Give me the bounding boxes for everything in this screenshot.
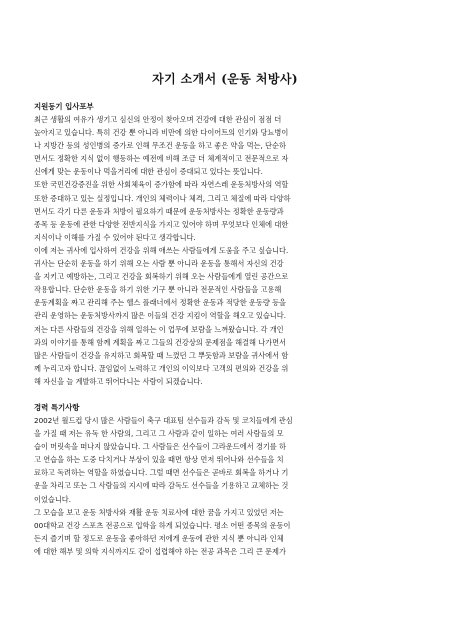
text-line: 든지 즐기며 할 정도로 운동을 좋아하던 저에게 운동에 관한 지식 뿐 아니라 인체 bbox=[34, 533, 284, 543]
text-line: 이에 저는 귀사에 입사하여 건강을 위해 애쓰는 사람들에게 도움을 주고 싶습니다. bbox=[34, 245, 289, 255]
text-line: 2002년 월드컵 당시 많은 사람들이 축구 대표팀 선수들과 감독 및 코치들에게 관심 bbox=[34, 415, 293, 425]
section-gap bbox=[34, 388, 424, 401]
text-line: 을 가질 때 저는 유독 한 사람의, 그리고 그 사람과 같이 일하는 여러 사람들의 모 bbox=[34, 429, 284, 439]
text-line: 많은 사람들이 건강을 유지하고 회복할 때 느꼈던 그 뿌듯함과 보람을 귀사에서 함 bbox=[34, 350, 289, 360]
text-line: 고 연습을 하는 도중 다치거나 부상이 있을 때면 항상 먼저 뛰어나와 선수들을 치 bbox=[34, 455, 284, 465]
text-line: 저는 다른 사람들의 건강을 위해 일하는 이 업무에 보람을 느껴왔습니다. 각 개인 bbox=[34, 324, 284, 334]
text-line: 면서도 정확한 지식 없이 행동하는 예전에 비해 조금 더 체계적이고 전문적으로 자 bbox=[34, 154, 289, 164]
text-line: 관리 운영하는 운동처방사까지 많은 이들의 건강 지킴이 역할을 해오고 있습니다. bbox=[34, 311, 286, 321]
section-heading: 지원동기 입사포부 bbox=[34, 102, 94, 111]
paragraph bbox=[34, 414, 424, 506]
text-line: 료하고 독려하는 역할을 하였습니다. 그럴 때면 선수들은 곧바로 회복을 하거나 기 bbox=[34, 468, 289, 478]
document-body bbox=[34, 100, 424, 558]
text-line: 이었습니다. bbox=[34, 494, 72, 504]
text-line: 종목 등 운동에 관한 다양한 전반지식을 가지고 있어야 하며 무엇보다 인체에 대한 bbox=[34, 219, 289, 229]
text-line: 00대학교 건강 스포츠 전공으로 입학을 하게 되었습니다. 평소 어떤 종목의 운동이 bbox=[34, 520, 291, 530]
text-line: 또한 증대하고 있는 실정입니다. 개인의 체력이나 체격, 그리고 체질에 따라 다양하 bbox=[34, 193, 291, 203]
text-line: 과의 이야기를 통해 함께 계획을 짜고 그들의 건강상의 문제점을 해결해 나가면서 bbox=[34, 337, 286, 347]
text-line: 습이 머릿속을 떠나지 않았습니다. 그 사람들은 선수들이 그라운드에서 경기를 하 bbox=[34, 442, 286, 452]
text-line: 을 지키고 예방하는, 그리고 건강을 회복하기 위해 오는 사람들에게 열린 공간으로 bbox=[34, 272, 289, 282]
text-line: 높아지고 있습니다. 특히 건강 뿐 아니라 비만에 의한 다이어트의 인기와 당뇨병이 bbox=[34, 128, 289, 138]
text-line: 운동계획을 짜고 관리해 주는 헬스 플래너에서 정확한 운동과 적당한 운동량 등을 bbox=[34, 298, 286, 308]
text-line: 작용합니다. 단순한 운동을 하기 위한 기구 뿐 아니라 전문적인 사람들을 고용해 bbox=[34, 285, 282, 295]
text-line: 또한 국민건강증진을 위한 사회체육이 증가함에 따라 자연스레 운동처방사의 역할 bbox=[34, 180, 289, 190]
text-line: 운을 차리고 또는 그 사람들의 지시에 따라 감독도 선수들을 기용하고 교체하는 것 bbox=[34, 481, 289, 491]
section-heading: 경력 특기사항 bbox=[34, 402, 80, 412]
paragraph bbox=[34, 178, 424, 243]
text-line: 지식이나 이해를 가질 수 있어야 된다고 생각합니다. bbox=[34, 232, 196, 242]
document-title: 자기 소개서 (운동 처방사) bbox=[152, 72, 298, 86]
text-line: 그 모습을 보고 운동 처방사와 재활 운동 치료사에 대한 꿈을 가지고 있었던 저는 bbox=[34, 507, 284, 517]
paragraph bbox=[34, 113, 424, 178]
text-line: 신에게 맞는 운동이나 먹을거리에 대한 관심이 증대되고 있다는 뜻입니다. bbox=[34, 167, 263, 177]
text-line: 귀사는 단순히 운동을 하기 위해 오는 사람 뿐 아니라 운동을 통해서 자신의 건강 bbox=[34, 259, 284, 269]
paragraph bbox=[34, 244, 424, 388]
text-line: 최근 생활의 여유가 생기고 심신의 안정이 찾아오며 건강에 대한 관심이 점점 더 bbox=[34, 115, 282, 124]
text-line: 께 누리고자 합니다. 끊임없이 노력하고 개인의 이익보다 고객의 편의와 건강을 위 bbox=[34, 363, 289, 373]
text-line: 에 대한 해부 및 의학 지식까지도 같이 섭렵해야 하는 전공 과목은 그리 큰 문제가 bbox=[34, 546, 286, 556]
text-line: 면서도 각기 다른 운동과 처방이 필요하기 때문에 운동처방사는 정확한 운동량과 bbox=[34, 206, 284, 216]
text-line: 나 지방간 등의 성인병의 증가로 인해 무조건 운동을 하고 좋은 약을 먹는, 단순하 bbox=[34, 141, 286, 151]
paragraph bbox=[34, 506, 424, 558]
text-line: 해 자신을 늘 계발하고 뛰어다니는 사람이 되겠습니다. bbox=[34, 376, 203, 386]
